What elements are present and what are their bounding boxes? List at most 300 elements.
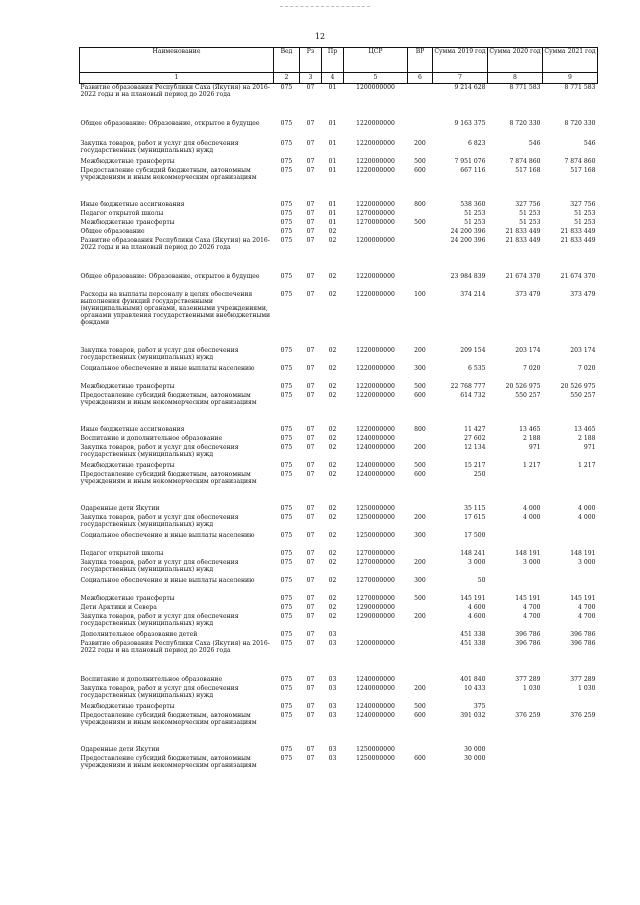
cell-sum-2019: 148 241 [460, 549, 486, 557]
cell-vr: 600 [414, 754, 426, 762]
cell-rz: 07 [306, 166, 315, 174]
cell-vr: 300 [414, 576, 426, 584]
cell-sum-2020: 4 700 [523, 612, 541, 620]
cell-ved: 075 [280, 549, 293, 557]
cell-sum-2021 [543, 532, 598, 550]
cell-csr: 1270000000 [356, 594, 395, 602]
column-number: 2 [274, 73, 300, 84]
cell-ved: 075 [280, 200, 293, 208]
cell-rz: 07 [306, 594, 315, 602]
table-row [80, 158, 598, 167]
cell-ved: 075 [280, 272, 293, 280]
cell-csr: 1240000000 [356, 711, 395, 719]
cell-pr: 02 [328, 558, 337, 566]
cell-sum-2021 [543, 703, 598, 712]
cell-name: Закупка товаров, работ и услуг для обеспечения государственных (муниципальных) нужд [80, 346, 239, 361]
cell-sum-2019: 614 732 [460, 391, 486, 399]
cell-ved: 075 [280, 218, 293, 226]
cell-sum-2019: 6 823 [468, 139, 486, 147]
cell-sum-2020: 396 786 [515, 630, 541, 638]
cell-vr: 500 [414, 702, 426, 710]
cell-vr: 100 [414, 290, 426, 298]
cell-sum-2019: 35 115 [464, 504, 486, 512]
cell-ved: 075 [280, 443, 293, 451]
cell-sum-2021 [543, 746, 598, 755]
cell-sum-2020: 377 289 [515, 675, 541, 683]
cell-vr: 200 [414, 346, 426, 354]
column-number: 5 [344, 73, 408, 84]
cell-rz: 07 [306, 470, 315, 478]
cell-sum-2020: 3 000 [523, 558, 541, 566]
column-number: 1 [80, 73, 274, 84]
cell-ved: 075 [280, 754, 293, 762]
cell-pr: 02 [328, 290, 337, 298]
cell-vr [408, 631, 433, 640]
cell-sum-2019: 451 338 [460, 639, 486, 647]
cell-name: Педагог открытой школы [80, 209, 164, 217]
cell-sum-2019: 30 000 [464, 754, 486, 762]
table-row [80, 444, 598, 462]
cell-pr: 02 [328, 576, 337, 584]
cell-ved: 075 [280, 119, 293, 127]
cell-sum-2021: 8 771 583 [543, 84, 598, 120]
table-row [80, 703, 598, 712]
cell-sum-2019: 6 535 [468, 364, 486, 372]
table-row [80, 365, 598, 383]
cell-csr: 1220000000 [356, 166, 395, 174]
cell-vr: 500 [414, 218, 426, 226]
cell-sum-2019: 667 116 [460, 166, 486, 174]
cell-rz: 07 [306, 513, 315, 521]
cell-vr [408, 210, 433, 219]
cell-sum-2021: 7 874 860 [564, 157, 596, 165]
column-number: 4 [322, 73, 344, 84]
cell-vr [408, 228, 433, 237]
cell-pr: 02 [328, 603, 337, 611]
cell-vr [408, 435, 433, 444]
cell-csr: 1290000000 [356, 603, 395, 611]
cell-vr [408, 273, 433, 291]
cell-vr: 600 [414, 391, 426, 399]
cell-csr: 1240000000 [356, 461, 395, 469]
table-row [80, 550, 598, 559]
cell-sum-2020: 203 174 [515, 346, 541, 354]
cell-pr: 01 [328, 119, 337, 127]
cell-ved: 075 [280, 166, 293, 174]
cell-sum-2020 [488, 577, 543, 595]
cell-ved: 075 [280, 209, 293, 217]
cell-ved: 075 [280, 434, 293, 442]
cell-sum-2021: 148 191 [570, 549, 596, 557]
cell-sum-2019: 3 000 [468, 558, 486, 566]
cell-sum-2020: 51 253 [519, 209, 541, 217]
cell-vr: 300 [414, 531, 426, 539]
table-row [80, 462, 598, 471]
cell-ved: 075 [280, 702, 293, 710]
cell-csr: 1270000000 [356, 209, 395, 217]
cell-sum-2021 [543, 577, 598, 595]
cell-name: Дополнительное образование детей [80, 630, 198, 638]
cell-sum-2021: 4 700 [578, 603, 596, 611]
cell-sum-2019: 374 214 [460, 290, 486, 298]
cell-rz: 07 [306, 745, 315, 753]
header-rz: Рз [300, 48, 322, 73]
cell-sum-2019: 4 600 [468, 612, 486, 620]
cell-sum-2021: 546 [583, 139, 596, 147]
cell-ved: 075 [280, 513, 293, 521]
cell-sum-2021 [543, 755, 598, 773]
cell-sum-2019: 24 200 396 [450, 236, 486, 244]
cell-pr: 02 [328, 364, 337, 372]
cell-rz: 07 [306, 504, 315, 512]
cell-csr: 1240000000 [356, 684, 395, 692]
header-sum-2019: Сумма 2019 год [433, 48, 488, 73]
cell-vr: 500 [414, 157, 426, 165]
cell-ved: 075 [280, 227, 293, 235]
table-row [80, 712, 598, 746]
cell-sum-2019: 145 191 [460, 594, 486, 602]
cell-ved: 075 [280, 461, 293, 469]
cell-rz: 07 [306, 443, 315, 451]
cell-pr: 01 [328, 209, 337, 217]
cell-vr: 800 [414, 425, 426, 433]
cell-name: Закупка товаров, работ и услуг для обеспечения государственных (муниципальных) нужд [80, 558, 239, 573]
cell-sum-2019: 27 602 [464, 434, 486, 442]
cell-ved: 075 [280, 382, 293, 390]
cell-csr [344, 228, 408, 237]
cell-rz: 07 [306, 364, 315, 372]
table-row [80, 514, 598, 532]
cell-sum-2020: 51 253 [519, 218, 541, 226]
cell-name: Развитие образования Республики Саха (Якутия) на 2016-2022 годы и на плановый период до 2026 года [80, 236, 270, 251]
cell-ved: 075 [280, 470, 293, 478]
cell-csr: 1220000000 [356, 290, 395, 298]
page-number: 12 [314, 32, 326, 41]
cell-sum-2019: 401 840 [460, 675, 486, 683]
cell-vr: 600 [414, 711, 426, 719]
cell-sum-2021: 4 000 [578, 504, 596, 512]
cell-sum-2019: 11 427 [464, 425, 486, 433]
table-row [80, 140, 598, 158]
cell-rz: 07 [306, 675, 315, 683]
table-row [80, 167, 598, 201]
cell-sum-2020: 8 771 583 [488, 84, 543, 120]
cell-pr: 02 [328, 531, 337, 539]
cell-name: Общее образование [80, 227, 145, 235]
table-row [80, 237, 598, 273]
cell-name: Иные бюджетные ассигнования [80, 425, 185, 433]
cell-ved: 075 [280, 236, 293, 244]
table-row [80, 505, 598, 514]
header-name: Наименование [80, 48, 274, 73]
cell-pr: 02 [328, 425, 337, 433]
cell-rz: 07 [306, 227, 315, 235]
cell-sum-2021: 4 000 [578, 513, 596, 521]
header-vr: ВР [408, 48, 433, 73]
cell-pr: 01 [328, 218, 337, 226]
table-row [80, 210, 598, 219]
budget-table [79, 47, 598, 773]
cell-vr: 200 [414, 558, 426, 566]
cell-vr: 500 [414, 594, 426, 602]
cell-sum-2020: 13 465 [519, 425, 541, 433]
cell-ved: 075 [280, 603, 293, 611]
table-row [80, 84, 598, 120]
cell-sum-2021: 517 168 [570, 166, 596, 174]
column-number: 7 [433, 73, 488, 84]
cell-pr: 03 [328, 630, 337, 638]
cell-sum-2021: 376 259 [570, 711, 596, 719]
cell-rz: 07 [306, 630, 315, 638]
table-row [80, 613, 598, 631]
cell-sum-2019: 22 768 777 [450, 382, 486, 390]
cell-sum-2020: 21 674 370 [505, 272, 541, 280]
table-row [80, 471, 598, 505]
cell-sum-2020: 546 [528, 139, 541, 147]
cell-vr: 600 [414, 166, 426, 174]
cell-sum-2019: 538 360 [460, 200, 486, 208]
cell-rz: 07 [306, 139, 315, 147]
cell-sum-2020: 4 700 [523, 603, 541, 611]
cell-sum-2020: 1 030 [523, 684, 541, 692]
cell-sum-2020: 517 168 [515, 166, 541, 174]
header-csr: ЦСР [344, 48, 408, 73]
cell-sum-2021: 1 030 [578, 684, 596, 692]
cell-name: Общее образование: Образование, открытое в будущее [80, 119, 260, 127]
cell-sum-2021: 550 257 [570, 391, 596, 399]
cell-csr: 1240000000 [356, 434, 395, 442]
cell-sum-2020: 20 526 975 [505, 382, 541, 390]
cell-csr: 1220000000 [356, 391, 395, 399]
cell-rz: 07 [306, 576, 315, 584]
cell-pr: 02 [328, 346, 337, 354]
cell-ved: 075 [280, 745, 293, 753]
cell-csr: 1220000000 [356, 200, 395, 208]
cell-name: Дети Арктики и Севера [80, 603, 157, 611]
cell-pr: 02 [328, 504, 337, 512]
cell-sum-2020 [488, 746, 543, 755]
table-row [80, 228, 598, 237]
cell-vr: 200 [414, 513, 426, 521]
cell-csr: 1270000000 [356, 576, 395, 584]
cell-rz: 07 [306, 346, 315, 354]
cell-csr: 1270000000 [356, 549, 395, 557]
cell-rz: 07 [306, 218, 315, 226]
cell-name: Межбюджетные трансферты [80, 461, 175, 469]
cell-pr: 03 [328, 675, 337, 683]
cell-csr: 1240000000 [356, 702, 395, 710]
cell-sum-2019: 391 032 [460, 711, 486, 719]
cell-sum-2021: 396 786 [570, 630, 596, 638]
cell-sum-2021: 971 [583, 443, 596, 451]
cell-ved: 075 [280, 139, 293, 147]
cell-csr: 1200000000 [356, 639, 395, 647]
cell-csr: 1220000000 [356, 346, 395, 354]
cell-csr: 1250000000 [356, 745, 395, 753]
cell-name: Закупка товаров, работ и услуг для обеспечения государственных (муниципальных) нужд [80, 684, 239, 699]
cell-ved: 075 [280, 576, 293, 584]
header-sum-2021: Сумма 2021 год [543, 48, 598, 73]
cell-ved: 075 [280, 531, 293, 539]
cell-sum-2021: 396 786 [570, 639, 596, 647]
table-row [80, 219, 598, 228]
cell-name: Закупка товаров, работ и услуг для обеспечения государственных (муниципальных) нужд [80, 513, 239, 528]
cell-sum-2020: 21 833 449 [505, 236, 541, 244]
table-row [80, 392, 598, 426]
cell-name: Межбюджетные трансферты [80, 157, 175, 165]
cell-name: Одаренные дети Якутии [80, 745, 160, 753]
cell-sum-2021: 2 188 [578, 434, 596, 442]
cell-vr: 500 [414, 461, 426, 469]
cell-sum-2021: 13 465 [574, 425, 596, 433]
cell-sum-2019: 51 253 [464, 218, 486, 226]
header-ved: Вед [274, 48, 300, 73]
cell-csr: 1220000000 [356, 425, 395, 433]
cell-sum-2019: 12 134 [464, 443, 486, 451]
table-row [80, 291, 598, 347]
cell-sum-2020: 1 217 [523, 461, 541, 469]
cell-rz: 07 [306, 549, 315, 557]
table-row [80, 685, 598, 703]
cell-csr: 1250000000 [356, 504, 395, 512]
cell-sum-2020: 376 259 [515, 711, 541, 719]
cell-sum-2021: 20 526 975 [560, 382, 596, 390]
cell-ved: 075 [280, 684, 293, 692]
cell-name: Закупка товаров, работ и услуг для обеспечения государственных (муниципальных) нужд [80, 139, 239, 154]
cell-sum-2019: 51 253 [464, 209, 486, 217]
table-row [80, 120, 598, 140]
cell-name: Социальное обеспечение и иные выплаты населению [80, 531, 255, 539]
cell-pr: 03 [328, 684, 337, 692]
cell-sum-2019: 4 600 [468, 603, 486, 611]
cell-csr: 1290000000 [356, 612, 395, 620]
cell-ved: 075 [274, 84, 300, 120]
cell-sum-2020: 550 257 [515, 391, 541, 399]
scan-top-mark [280, 6, 370, 8]
cell-name: Предоставление субсидий бюджетным, автономным учреждениям и иным некоммерческим организациям [80, 391, 257, 406]
cell-sum-2020: 7 020 [523, 364, 541, 372]
cell-pr: 02 [328, 594, 337, 602]
cell-name: Общее образование: Образование, открытое в будущее [80, 272, 260, 280]
cell-vr: 500 [414, 382, 426, 390]
cell-csr: 1220000000 [356, 364, 395, 372]
cell-pr: 03 [328, 702, 337, 710]
header-row [80, 48, 598, 73]
cell-csr: 1240000000 [356, 443, 395, 451]
cell-sum-2019: 17 500 [464, 531, 486, 539]
cell-rz: 07 [306, 684, 315, 692]
cell-rz: 07 [306, 531, 315, 539]
cell-name: Межбюджетные трансферты [80, 218, 175, 226]
table-row [80, 273, 598, 291]
table-row [80, 755, 598, 773]
cell-rz: 07 [306, 558, 315, 566]
cell-name: Иные бюджетные ассигнования [80, 200, 185, 208]
cell-csr: 1270000000 [356, 218, 395, 226]
cell-pr: 02 [328, 549, 337, 557]
cell-pr: 02 [328, 391, 337, 399]
header-pr: Пр [322, 48, 344, 73]
cell-name: Закупка товаров, работ и услуг для обеспечения государственных (муниципальных) нужд [80, 443, 239, 458]
cell-vr [408, 84, 433, 120]
table-row [80, 631, 598, 640]
cell-rz: 07 [300, 84, 322, 120]
column-number-row [80, 73, 598, 84]
cell-name: Воспитание и дополнительное образование [80, 675, 223, 683]
cell-name: Развитие образования Республики Саха (Якутия) на 2016-2022 годы и на плановый период до 2026 года [80, 639, 270, 654]
cell-rz: 07 [306, 200, 315, 208]
cell-sum-2019: 15 217 [464, 461, 486, 469]
cell-ved: 075 [280, 558, 293, 566]
cell-rz: 07 [306, 754, 315, 762]
cell-ved: 075 [280, 157, 293, 165]
cell-ved: 075 [280, 711, 293, 719]
cell-rz: 07 [306, 157, 315, 165]
cell-csr: 1200000000 [356, 236, 395, 244]
cell-sum-2021: 4 700 [578, 612, 596, 620]
cell-sum-2020 [488, 703, 543, 712]
cell-rz: 07 [306, 290, 315, 298]
cell-pr: 03 [328, 711, 337, 719]
cell-vr: 600 [414, 470, 426, 478]
cell-name: Одаренные дети Якутии [80, 504, 160, 512]
cell-name: Межбюджетные трансферты [80, 702, 175, 710]
cell-csr: 1220000000 [356, 272, 395, 280]
cell-sum-2019: 24 200 396 [450, 227, 486, 235]
cell-rz: 07 [306, 425, 315, 433]
cell-csr: 1270000000 [356, 558, 395, 566]
cell-vr: 200 [414, 684, 426, 692]
cell-sum-2020: 21 833 449 [505, 227, 541, 235]
cell-name: Расходы на выплаты персоналу в целях обеспечения выполнения функций государственными (муниципальными) органами, казенными учреждениями, органами управления государственными внебюджетными фондами [80, 290, 271, 327]
table-row [80, 426, 598, 435]
cell-name: Предоставление субсидий бюджетным, автономным учреждениям и иным некоммерческим организациям [80, 166, 257, 181]
cell-pr: 01 [328, 166, 337, 174]
cell-ved: 075 [280, 425, 293, 433]
cell-rz: 07 [306, 382, 315, 390]
cell-sum-2021: 377 289 [570, 675, 596, 683]
cell-pr: 01 [328, 200, 337, 208]
cell-csr: 1240000000 [356, 675, 395, 683]
cell-vr [408, 604, 433, 613]
table-body [80, 84, 598, 773]
cell-csr: 1220000000 [356, 119, 395, 127]
cell-sum-2021: 327 756 [570, 200, 596, 208]
cell-sum-2020 [488, 471, 543, 505]
cell-ved: 075 [280, 612, 293, 620]
cell-csr: 1240000000 [356, 470, 395, 478]
cell-rz: 07 [306, 391, 315, 399]
cell-pr: 02 [328, 612, 337, 620]
cell-sum-2019: 375 [473, 702, 486, 710]
cell-vr [408, 237, 433, 273]
cell-sum-2019: 7 951 076 [454, 157, 486, 165]
table-row [80, 347, 598, 365]
column-number: 8 [488, 73, 543, 84]
cell-sum-2020: 2 188 [523, 434, 541, 442]
cell-sum-2020: 145 191 [515, 594, 541, 602]
cell-sum-2020: 971 [528, 443, 541, 451]
cell-csr: 1220000000 [356, 157, 395, 165]
cell-csr: 1250000000 [356, 754, 395, 762]
cell-rz: 07 [306, 209, 315, 217]
cell-sum-2019: 250 [473, 470, 486, 478]
cell-rz: 07 [306, 612, 315, 620]
cell-sum-2019: 9 163 375 [454, 119, 486, 127]
cell-name: Социальное обеспечение и иные выплаты населению [80, 364, 255, 372]
cell-sum-2021: 21 833 449 [560, 236, 596, 244]
cell-vr [408, 746, 433, 755]
